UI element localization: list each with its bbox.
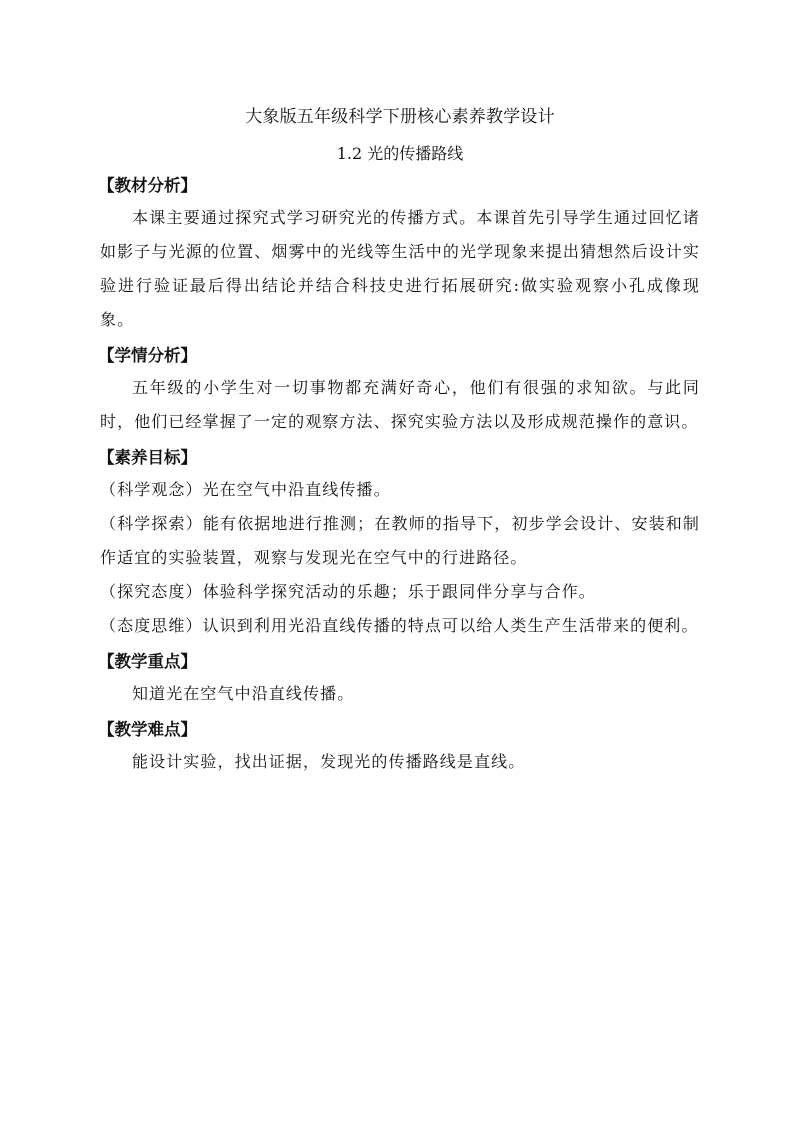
lesson-title: 1.2 光的传播路线	[336, 144, 464, 163]
difficult-points-body: 能设计实验，找出证据，发现光的传播路线是直线。	[132, 752, 526, 771]
document-title: 大象版五年级科学下册核心素养教学设计	[245, 107, 555, 127]
section-heading-textbook-analysis: 【教材分析】	[98, 176, 197, 195]
literacy-goal-item: （科学探索）能有依据地进行推测；在教师的指导下，初步学会设计、安装和制作适宜的实验装置，观察与发现光在空气中的行进路径。	[100, 514, 700, 567]
student-analysis-body: 五年级的小学生对一切事物都充满好奇心，他们有很强的求知欲。与此同时，他们已经掌握了一定的观察方法、探究实验方法以及形成规范操作的意识。	[100, 378, 700, 431]
section-heading-literacy-goals: 【素养目标】	[98, 448, 197, 467]
literacy-goal-item: （态度思维）认识到利用光沿直线传播的特点可以给人类生产生活带来的便利。	[100, 616, 699, 635]
document-content	[100, 103, 700, 779]
literacy-goal-item: （科学观念）光在空气中沿直线传播。	[100, 480, 391, 499]
section-heading-difficult-points: 【教学难点】	[98, 720, 197, 739]
section-heading-student-analysis: 【学情分析】	[98, 346, 197, 365]
key-points-body: 知道光在空气中沿直线传播。	[132, 684, 355, 703]
literacy-goal-item: （探究态度）体验科学探究活动的乐趣；乐于跟同伴分享与合作。	[100, 582, 596, 601]
section-heading-key-points: 【教学重点】	[98, 652, 197, 671]
textbook-analysis-body: 本课主要通过探究式学习研究光的传播方式。本课首先引导学生通过回忆诸如影子与光源的位置、烟雾中的光线等生活中的光学现象来提出猜想然后设计实验进行验证最后得出结论并结合科技史进行拓展研究:做实验观察小孔成像现象。	[100, 208, 700, 329]
